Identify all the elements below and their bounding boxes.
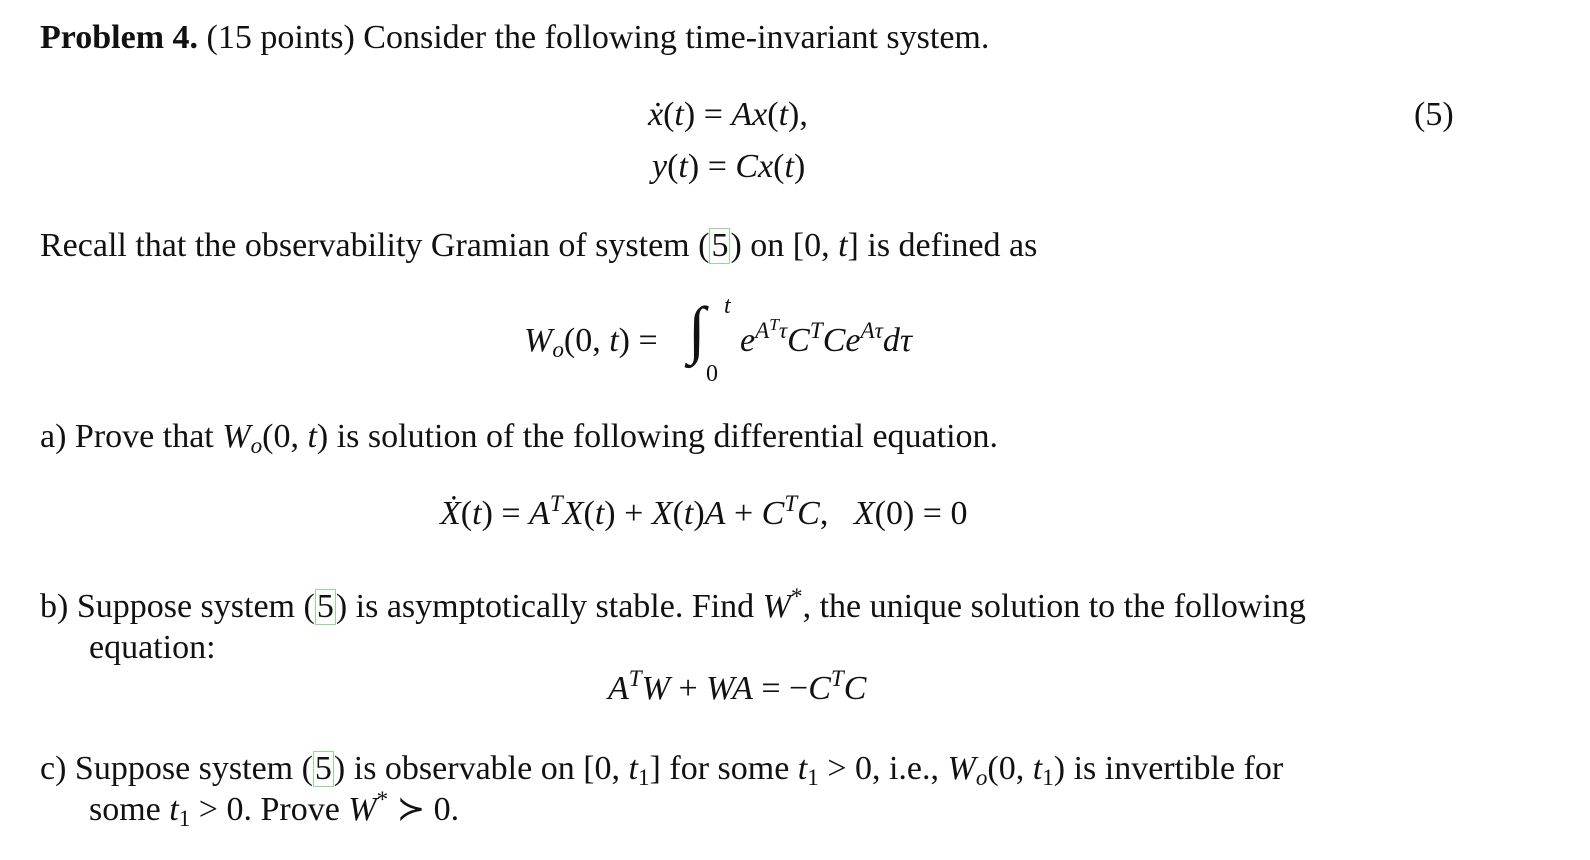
part-c-line-2: some $t_1 > 0$. Prove W* ≻ 0.: [89, 787, 460, 833]
part-b-line-2: equation:: [89, 629, 216, 666]
integral-upper-limit: t: [724, 293, 731, 319]
part-a-equation: Ẋ(t) = $A^TX(t) + X(t)A + C^TC$, X(0) = 0: [440, 491, 968, 532]
system-equation-2: y(t) = Cx(t): [652, 148, 806, 185]
part-b-line-1: b) Suppose system (5) is asymptotically stable. Find W*, the unique solution to the following: [40, 584, 1306, 625]
gramian-integrand: $e^{A^T\tau}C^TCe^{A\tau}d\tau$: [740, 314, 913, 359]
problem-intro: Consider the following time-invariant system.: [363, 19, 990, 56]
problem-points: (15 points): [206, 19, 355, 56]
problem-heading: [40, 21, 989, 55]
equation-reference-link[interactable]: 5: [314, 750, 332, 787]
part-b-label: b): [40, 588, 69, 625]
part-a: a) Prove that $W_o(0$, t) is solution of the following differential equation.: [40, 418, 999, 460]
equation-reference-link[interactable]: 5: [711, 227, 729, 264]
system-equation-1: ẋ(t) = Ax(t),: [648, 96, 808, 133]
gramian-lhs: $W_o(0$, t) =: [524, 322, 658, 364]
equation-number: (5): [1414, 96, 1454, 133]
part-a-label: a): [40, 418, 67, 455]
integral-lower-limit: 0: [706, 361, 718, 387]
part-c-line-1: c) Suppose system (5) is observable on [0, $t_1$] for some $t_1 > 0$, i.e., $W_o(0$, $t_1$) is invertible for: [40, 750, 1284, 792]
part-b-equation: $A^TW$ + WA = $-C^TC$: [608, 666, 867, 707]
integral-sign: ∫ t 0: [688, 293, 731, 387]
problem-title: Problem 4.: [40, 19, 199, 56]
part-c-label: c): [40, 750, 67, 787]
equation-reference-link[interactable]: 5: [316, 588, 334, 625]
recall-text: Recall that the observability Gramian of system (5) on [0, t] is defined as: [40, 227, 1038, 264]
